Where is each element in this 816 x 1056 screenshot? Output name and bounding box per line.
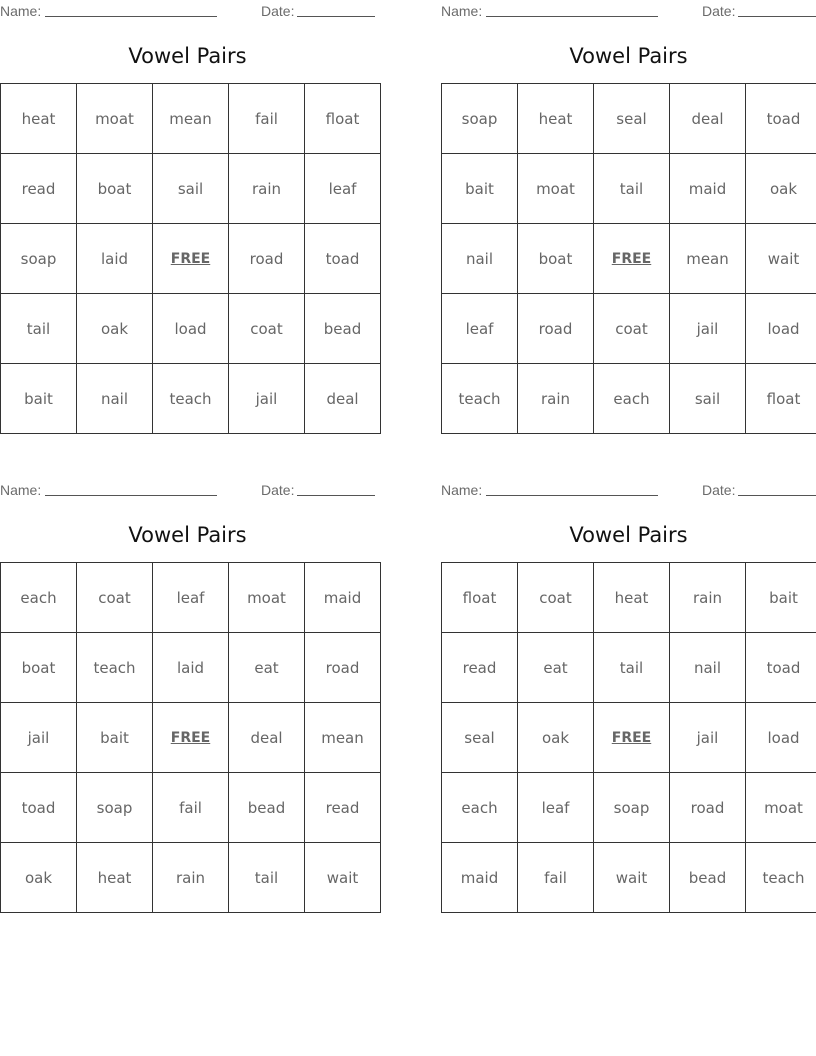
grid-cell: heat <box>518 84 594 154</box>
grid-cell: moat <box>229 563 305 633</box>
grid-cell: toad <box>305 224 381 294</box>
grid-cell: tail <box>594 633 670 703</box>
name-field-line <box>486 495 658 496</box>
grid-cell: tail <box>594 154 670 224</box>
card-title: Vowel Pairs <box>128 523 247 547</box>
name-field-line <box>486 16 658 17</box>
grid-cell: road <box>305 633 381 703</box>
bingo-card-4 <box>441 479 816 914</box>
grid-cell: rain <box>153 843 229 913</box>
grid-cell: teach <box>77 633 153 703</box>
grid-row <box>442 224 816 294</box>
grid-row <box>442 294 816 364</box>
card-title: Vowel Pairs <box>569 523 688 547</box>
grid-cell: moat <box>77 84 153 154</box>
grid-cell: float <box>305 84 381 154</box>
date-field-line <box>738 16 816 17</box>
grid-cell: oak <box>518 703 594 773</box>
grid-cell: each <box>594 364 670 434</box>
grid-row <box>1 843 381 913</box>
grid-cell: fail <box>229 84 305 154</box>
name-label: Name: <box>441 482 483 498</box>
grid-row <box>442 154 816 224</box>
grid-cell: fail <box>153 773 229 843</box>
grid-cell: read <box>305 773 381 843</box>
grid-cell: eat <box>518 633 594 703</box>
grid-cell: tail <box>229 843 305 913</box>
grid-cell: toad <box>1 773 77 843</box>
card-title: Vowel Pairs <box>128 44 247 68</box>
grid-cell: bead <box>229 773 305 843</box>
grid-row <box>442 364 816 434</box>
bingo-grid <box>0 562 381 913</box>
grid-cell: coat <box>229 294 305 364</box>
grid-cell: heat <box>594 563 670 633</box>
date-label: Date: <box>261 3 295 19</box>
grid-cell: tail <box>1 294 77 364</box>
date-label: Date: <box>702 482 736 498</box>
grid-cell: soap <box>594 773 670 843</box>
date-label: Date: <box>702 3 736 19</box>
grid-cell: soap <box>1 224 77 294</box>
grid-cell: coat <box>77 563 153 633</box>
grid-cell: load <box>746 703 816 773</box>
grid-row <box>442 633 816 703</box>
free-space-cell: FREE <box>594 703 670 773</box>
date-field-line <box>297 16 375 17</box>
grid-cell: coat <box>594 294 670 364</box>
card-title: Vowel Pairs <box>569 44 688 68</box>
card-header <box>441 0 816 22</box>
grid-cell: float <box>746 364 816 434</box>
grid-cell: deal <box>670 84 746 154</box>
grid-cell: nail <box>77 364 153 434</box>
bingo-card-1 <box>0 0 375 435</box>
grid-cell: bead <box>670 843 746 913</box>
grid-row <box>1 633 381 703</box>
grid-cell: laid <box>153 633 229 703</box>
grid-cell: mean <box>305 703 381 773</box>
grid-cell: jail <box>229 364 305 434</box>
grid-row <box>442 773 816 843</box>
grid-cell: rain <box>518 364 594 434</box>
grid-row <box>1 84 381 154</box>
grid-cell: mean <box>670 224 746 294</box>
grid-cell: heat <box>1 84 77 154</box>
date-field-line <box>297 495 375 496</box>
grid-cell: float <box>442 563 518 633</box>
grid-row <box>1 703 381 773</box>
grid-cell: oak <box>77 294 153 364</box>
grid-cell: boat <box>1 633 77 703</box>
grid-cell: rain <box>229 154 305 224</box>
grid-cell: deal <box>305 364 381 434</box>
grid-cell: wait <box>746 224 816 294</box>
grid-cell: leaf <box>518 773 594 843</box>
grid-row <box>1 154 381 224</box>
grid-row <box>1 294 381 364</box>
grid-cell: fail <box>518 843 594 913</box>
grid-cell: load <box>153 294 229 364</box>
grid-cell: heat <box>77 843 153 913</box>
bingo-card-3 <box>0 479 375 914</box>
grid-cell: leaf <box>153 563 229 633</box>
grid-cell: seal <box>594 84 670 154</box>
grid-row <box>442 84 816 154</box>
grid-cell: nail <box>670 633 746 703</box>
bingo-grid <box>0 83 381 434</box>
free-space-cell: FREE <box>153 224 229 294</box>
grid-cell: teach <box>442 364 518 434</box>
grid-cell: sail <box>153 154 229 224</box>
grid-cell: wait <box>305 843 381 913</box>
grid-cell: jail <box>670 703 746 773</box>
grid-cell: road <box>229 224 305 294</box>
grid-cell: toad <box>746 633 816 703</box>
grid-row <box>1 224 381 294</box>
grid-cell: road <box>518 294 594 364</box>
grid-cell: teach <box>746 843 816 913</box>
name-label: Name: <box>441 3 483 19</box>
grid-cell: bait <box>77 703 153 773</box>
grid-cell: bait <box>746 563 816 633</box>
free-space-cell: FREE <box>153 703 229 773</box>
grid-cell: deal <box>229 703 305 773</box>
grid-cell: leaf <box>305 154 381 224</box>
card-header <box>0 479 375 501</box>
grid-cell: bead <box>305 294 381 364</box>
grid-row <box>1 563 381 633</box>
grid-cell: each <box>1 563 77 633</box>
name-field-line <box>45 495 217 496</box>
grid-cell: eat <box>229 633 305 703</box>
grid-cell: nail <box>442 224 518 294</box>
bingo-card-2 <box>441 0 816 435</box>
name-label: Name: <box>0 3 42 19</box>
grid-cell: toad <box>746 84 816 154</box>
bingo-grid <box>441 562 816 913</box>
card-header <box>441 479 816 501</box>
grid-cell: each <box>442 773 518 843</box>
grid-cell: maid <box>670 154 746 224</box>
grid-row <box>1 364 381 434</box>
grid-cell: jail <box>670 294 746 364</box>
grid-cell: maid <box>442 843 518 913</box>
grid-cell: coat <box>518 563 594 633</box>
grid-row <box>442 843 816 913</box>
bingo-grid <box>441 83 816 434</box>
name-field-line <box>45 16 217 17</box>
grid-cell: teach <box>153 364 229 434</box>
grid-row <box>442 703 816 773</box>
grid-cell: boat <box>77 154 153 224</box>
card-header <box>0 0 375 22</box>
grid-cell: moat <box>518 154 594 224</box>
date-field-line <box>738 495 816 496</box>
grid-cell: sail <box>670 364 746 434</box>
grid-cell: leaf <box>442 294 518 364</box>
grid-cell: oak <box>746 154 816 224</box>
grid-row <box>442 563 816 633</box>
grid-cell: road <box>670 773 746 843</box>
grid-cell: load <box>746 294 816 364</box>
grid-cell: moat <box>746 773 816 843</box>
grid-cell: read <box>1 154 77 224</box>
date-label: Date: <box>261 482 295 498</box>
grid-cell: laid <box>77 224 153 294</box>
grid-cell: bait <box>442 154 518 224</box>
grid-cell: bait <box>1 364 77 434</box>
name-label: Name: <box>0 482 42 498</box>
grid-cell: soap <box>442 84 518 154</box>
grid-cell: wait <box>594 843 670 913</box>
grid-cell: maid <box>305 563 381 633</box>
grid-cell: mean <box>153 84 229 154</box>
grid-row <box>1 773 381 843</box>
grid-cell: oak <box>1 843 77 913</box>
grid-cell: seal <box>442 703 518 773</box>
grid-cell: read <box>442 633 518 703</box>
grid-cell: boat <box>518 224 594 294</box>
grid-cell: rain <box>670 563 746 633</box>
grid-cell: soap <box>77 773 153 843</box>
free-space-cell: FREE <box>594 224 670 294</box>
grid-cell: jail <box>1 703 77 773</box>
